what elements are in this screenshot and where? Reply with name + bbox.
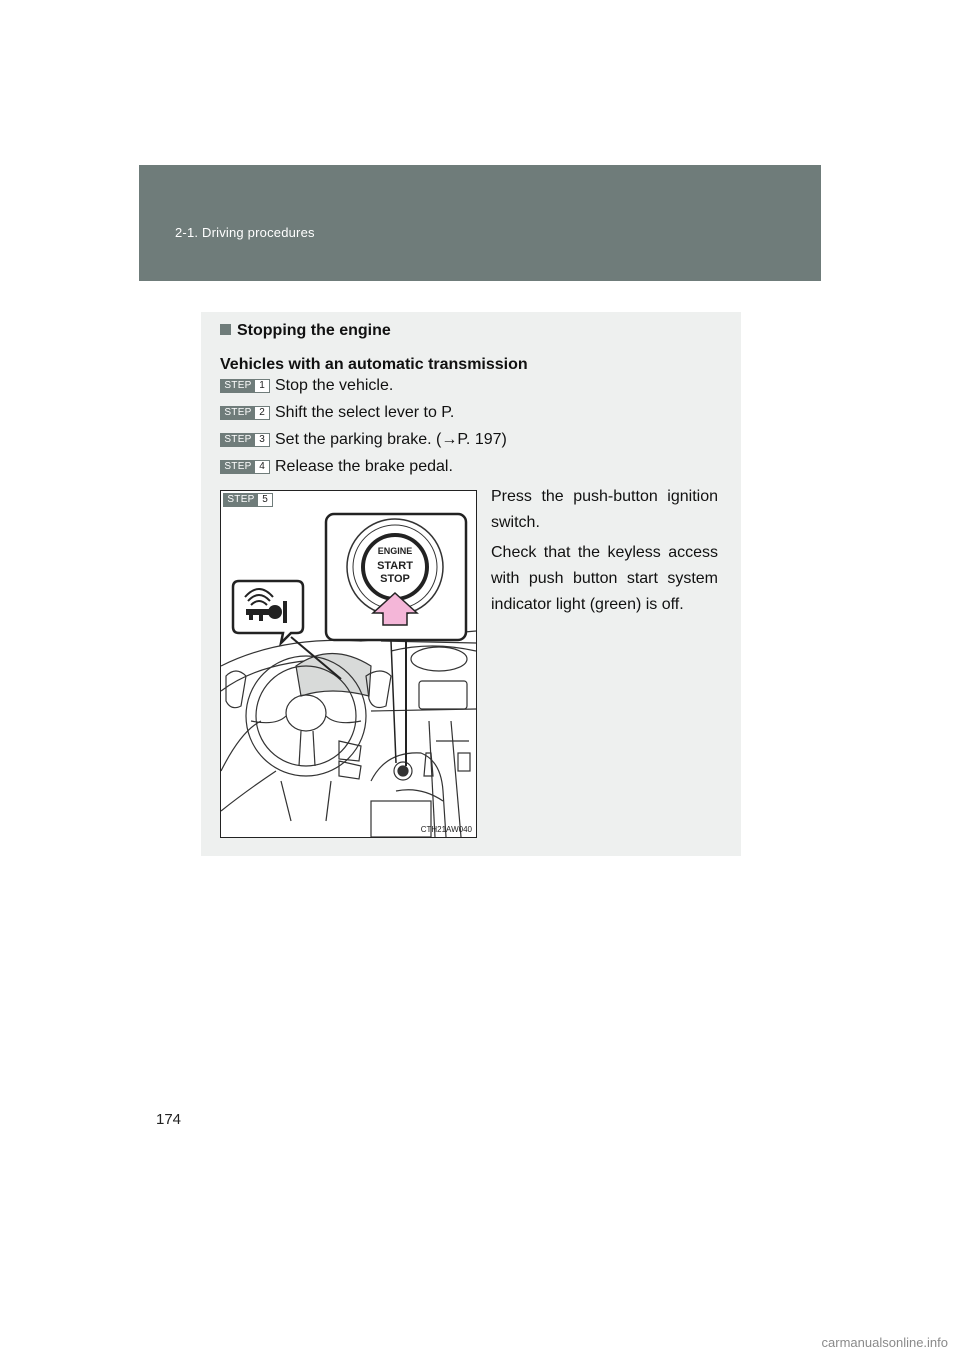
step-number: 1	[255, 380, 269, 392]
dashboard-illustration	[221, 491, 476, 837]
button-leader-line-right	[391, 641, 396, 763]
step-number: 4	[255, 461, 269, 473]
step-number: 3	[255, 434, 269, 446]
step5-text: Press the push-button ignition switch.	[491, 488, 718, 531]
step-label: STEP	[221, 380, 255, 392]
section-breadcrumb: 2-1. Driving procedures	[175, 225, 315, 240]
step-badge	[223, 493, 273, 507]
page-number: 174	[156, 1111, 182, 1128]
content-panel	[201, 312, 741, 856]
button-text-stop: STOP	[380, 573, 410, 585]
footer-watermark: carmanualsonline.info	[821, 1335, 948, 1350]
step-number: 2	[255, 407, 269, 419]
step-label: STEP	[224, 494, 258, 506]
step-badge	[220, 433, 270, 447]
header-band	[139, 165, 821, 281]
step-text: Release the brake pedal.	[275, 458, 453, 475]
step-label: STEP	[221, 434, 255, 446]
bullet-square-icon	[220, 324, 231, 335]
step-text: Shift the select lever to P.	[275, 404, 455, 421]
subsection-title: Vehicles with an automatic transmission	[220, 356, 528, 373]
step-label: STEP	[221, 407, 255, 419]
illustration-figure	[220, 490, 477, 838]
figure-code: CTH21AW040	[420, 825, 472, 834]
step5-note: Check that the keyless access with push button start system indicator light (green) is off.	[491, 544, 718, 613]
step-badge	[220, 379, 270, 393]
step-number: 5	[258, 494, 272, 506]
step-badge	[220, 406, 270, 420]
step-badge	[220, 460, 270, 474]
button-text-engine: ENGINE	[377, 546, 413, 556]
section-title-text: Stopping the engine	[237, 322, 391, 339]
step-label: STEP	[221, 461, 255, 473]
step-text: Set the parking brake. (→P. 197)	[275, 431, 507, 448]
section-title	[220, 322, 391, 340]
step-text: Stop the vehicle.	[275, 377, 394, 394]
dashboard-drawing	[221, 631, 476, 837]
button-text-start: START	[377, 560, 413, 572]
